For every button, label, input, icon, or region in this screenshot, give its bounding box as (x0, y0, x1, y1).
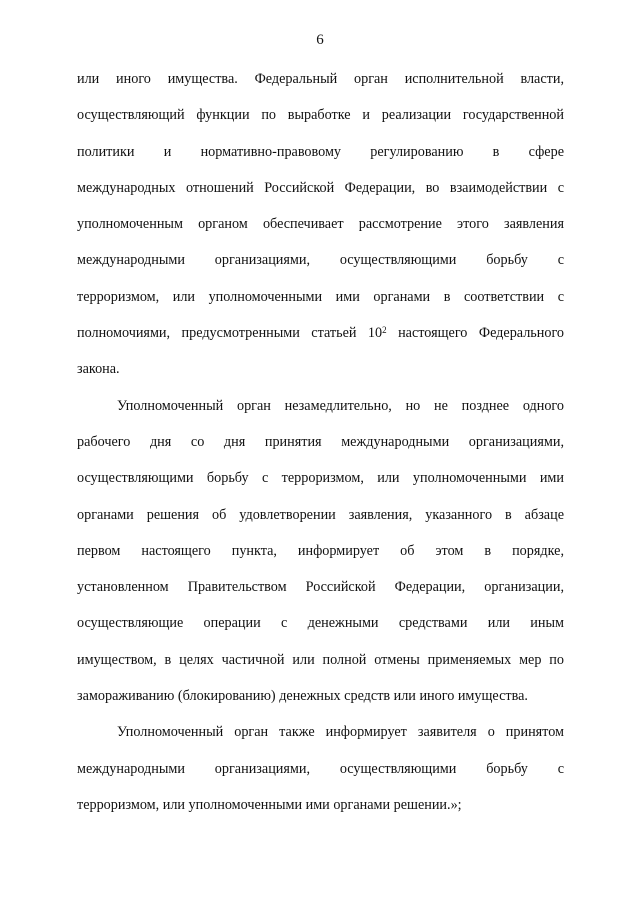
text-line: полномочиями, предусмотренными статьей $10^2$ настоящего Федерального (77, 325, 565, 342)
text-line: международных отношений Российской Федерации, во взаимодействии с (77, 179, 564, 196)
text-line: осуществляющими борьбу с терроризмом, или уполномоченными ими (77, 470, 564, 487)
text-line: международными организациями, осуществляющими борьбу с (77, 252, 564, 269)
text-line: международными организациями, осуществляющими борьбу с (77, 760, 564, 777)
text-line: осуществляющие операции с денежными средствами или иным (77, 615, 564, 632)
text-line: политики и нормативно-правовому регулированию в сфере (77, 143, 564, 160)
text-line: установленном Правительством Российской Федерации, организации, (77, 579, 564, 596)
paragraph (77, 61, 564, 388)
paragraph (77, 714, 564, 823)
page-number: 6 (316, 32, 324, 48)
superscript: 2 (382, 325, 387, 336)
text-line: первом настоящего пункта, информирует об этом в порядке, (77, 542, 564, 559)
text-line: или иного имущества. Федеральный орган исполнительной власти, (77, 71, 564, 87)
text-line: имуществом, в целях частичной или полной отмены применяемых мер по (77, 651, 564, 668)
text-line: рабочего дня со дня принятия международными организациями, (77, 433, 564, 450)
text-line: органами решения об удовлетворении заявления, указанного в абзаце (77, 506, 564, 523)
paragraph (77, 388, 564, 715)
text-line: терроризмом, или уполномоченными ими органами решении.»; (77, 796, 462, 813)
text-line: закона. (77, 361, 120, 378)
text-line: осуществляющий функции по выработке и реализации государственной (77, 107, 564, 124)
text-line: Уполномоченный орган незамедлительно, но не позднее одного (117, 397, 564, 414)
text-line: уполномоченным органом обеспечивает рассмотрение этого заявления (77, 216, 564, 233)
text-line: терроризмом, или уполномоченными ими органами в соответствии с (77, 288, 564, 305)
text-line: Уполномоченный орган также информирует заявителя о принятом (117, 724, 564, 741)
text-line: замораживанию (блокированию) денежных средств или иного имущества. (77, 688, 528, 705)
document-body (77, 61, 564, 823)
